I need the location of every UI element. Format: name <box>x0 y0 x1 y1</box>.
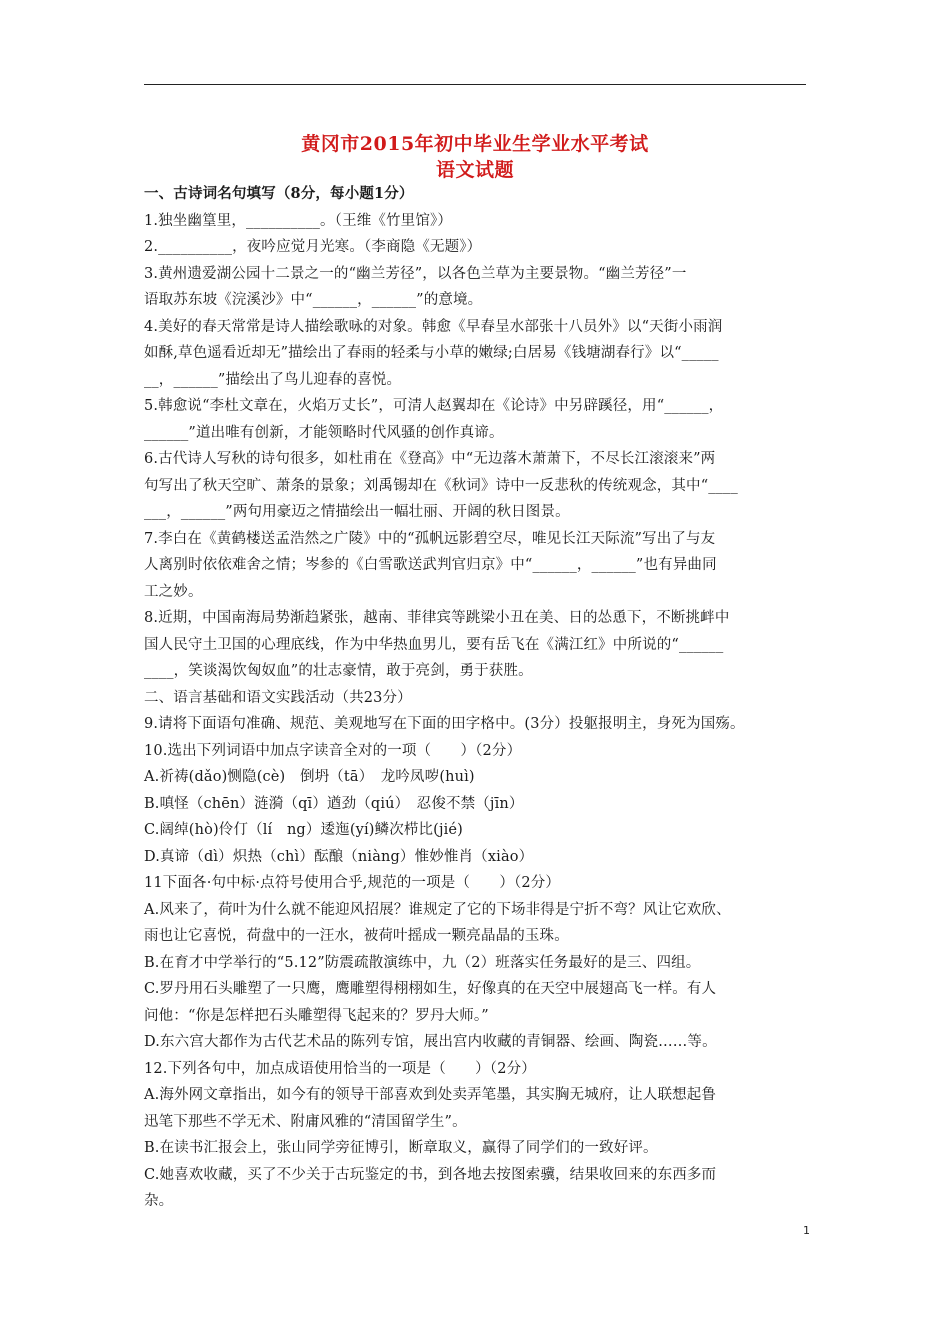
text-line: 如酥,草色遥看近却无”描绘出了春雨的轻柔与小草的嫩绿;白居易《钱塘湖春行》以“_____ <box>144 345 719 361</box>
text-line: 迅笔下那些不学无术、附庸风雅的“清国留学生”。 <box>144 1113 467 1130</box>
section-heading: 一、古诗词名句填写（8分，每小题1分） <box>144 185 414 202</box>
text-line: 10.选出下列词语中加点字读音全对的一项（ ）（2分） <box>144 742 522 759</box>
exam-title: 黄冈市2015年初中毕业生学业水平考试 <box>301 133 649 155</box>
text-line: 5.韩愈说“李杜文章在，火焰万丈长”，可清人赵翼却在《论诗》中另辟蹊径，用“______， <box>144 398 724 414</box>
text-line: C.阔绰(hò)伶仃（lí ng）逶迤(yí)鳞次栉比(jié) <box>144 822 463 838</box>
text-line: B.在育才中学举行的“5.12”防震疏散演练中，九（2）班落实任务最好的是三、四组。 <box>144 954 701 971</box>
text-line: 9.请将下面语句准确、规范、美观地写在下面的田字格中。(3分）投躯报明主，身死为国殇。 <box>144 716 745 732</box>
text-line: ____，笑谈渴饮匈奴血”的壮志豪情，敢于亮剑，勇于获胜。 <box>144 663 533 679</box>
text-line: 语取苏东坡《浣溪沙》中“______，______”的意境。 <box>144 292 483 308</box>
text-line: ___，______”两句用豪迈之情描绘出一幅壮丽、开阔的秋日图景。 <box>144 504 570 520</box>
text-line: 工之妙。 <box>144 583 203 600</box>
text-line: 二、语言基础和语文实践活动（共23分） <box>144 689 412 706</box>
text-line: C.她喜欢收藏，买了不少关于古玩鉴定的书，到各地去按图索骥，结果收回来的东西多而 <box>144 1166 717 1183</box>
text-line: ______”道出唯有创新，才能领略时代风骚的创作真谛。 <box>144 424 504 441</box>
text-line: D.真谛（dì）炽热（chì）酝酿（niàng）惟妙惟肖（xiào） <box>144 848 534 865</box>
text-line: 雨也让它喜悦，荷盘中的一汪水，被荷叶摇成一颗亮晶晶的玉珠。 <box>144 928 569 944</box>
text-line: D.东六宫大都作为古代艺术品的陈列专馆，展出宫内收藏的青铜器、绘画、陶瓷……等。 <box>144 1034 717 1050</box>
text-line: C.罗丹用石头雕塑了一只鹰，鹰雕塑得栩栩如生，好像真的在天空中展翅高飞一样。有人 <box>144 981 717 997</box>
text-line: 人离别时依依难舍之情；岑参的《白雪歌送武判官归京》中“______，______”也有异曲同 <box>144 557 717 573</box>
text-line: B.在读书汇报会上，张山同学旁征博引，断章取义，赢得了同学们的一致好评。 <box>144 1140 658 1156</box>
exam-body <box>144 181 816 1215</box>
text-line: B.嗔怪（chēn）涟漪（qī）遒劲（qiú） 忍俊不禁（jīn） <box>144 795 524 812</box>
exam-subtitle: 语文试题 <box>435 159 514 181</box>
text-line: 2.__________，夜吟应觉月光寒。（李商隐《无题》） <box>144 239 482 255</box>
text-line: 杂。 <box>144 1193 174 1209</box>
text-line: 6.古代诗人写秋的诗句很多，如杜甫在《登高》中“无边落木萧萧下，不尽长江滚滚来”两 <box>144 451 716 467</box>
text-line: 11下面各·句中标·点符号使用合乎,规范的一项是（ ）（2分） <box>144 875 561 891</box>
text-line: 国人民守土卫国的心理底线，作为中华热血男儿，要有岳飞在《满江红》中所说的“______ <box>144 636 724 653</box>
text-line: A.海外网文章指出，如今有的领导干部喜欢到处卖弄笔墨，其实胸无城府，让人联想起鲁 <box>144 1087 717 1103</box>
header-rule <box>144 84 806 85</box>
text-line: 8.近期，中国南海局势渐趋紧张，越南、菲律宾等跳梁小丑在美、日的怂恿下，不断挑衅中 <box>144 610 730 626</box>
page-number: 1 <box>803 1224 810 1237</box>
text-line: 12.下列各句中，加点成语使用恰当的一项是（ ）（2分） <box>144 1060 536 1077</box>
text-line: __，______”描绘出了鸟儿迎春的喜悦。 <box>144 371 402 388</box>
text-line: 句写出了秋天空旷、萧条的景象；刘禹锡却在《秋词》诗中一反悲秋的传统观念，其中“____ <box>144 477 738 494</box>
text-line: 7.李白在《黄鹤楼送孟浩然之广陵》中的“孤帆远影碧空尽，唯见长江天际流”写出了与友 <box>144 530 716 547</box>
text-line: 问他：“你是怎样把石头雕塑得飞起来的？罗丹大师。” <box>144 1007 489 1024</box>
text-line: A.风来了，荷叶为什么就不能迎风招展？谁规定了它的下场非得是宁折不弯？风让它欢欣、 <box>144 901 731 918</box>
text-line: 3.黄州遗爱湖公园十二景之一的“幽兰芳径”，以各色兰草为主要景物。“幽兰芳径”一 <box>144 265 687 282</box>
text-line: 4.美好的春天常常是诗人描绘歌咏的对象。韩愈《早春呈水部张十八员外》以“天街小雨润 <box>144 318 723 335</box>
text-line: A.祈祷(dǎo)恻隐(cè) 倒坍（tā） 龙吟凤哕(huì) <box>144 769 475 785</box>
text-line: 1.独坐幽篁里，__________。（王维《竹里馆》） <box>144 212 453 229</box>
